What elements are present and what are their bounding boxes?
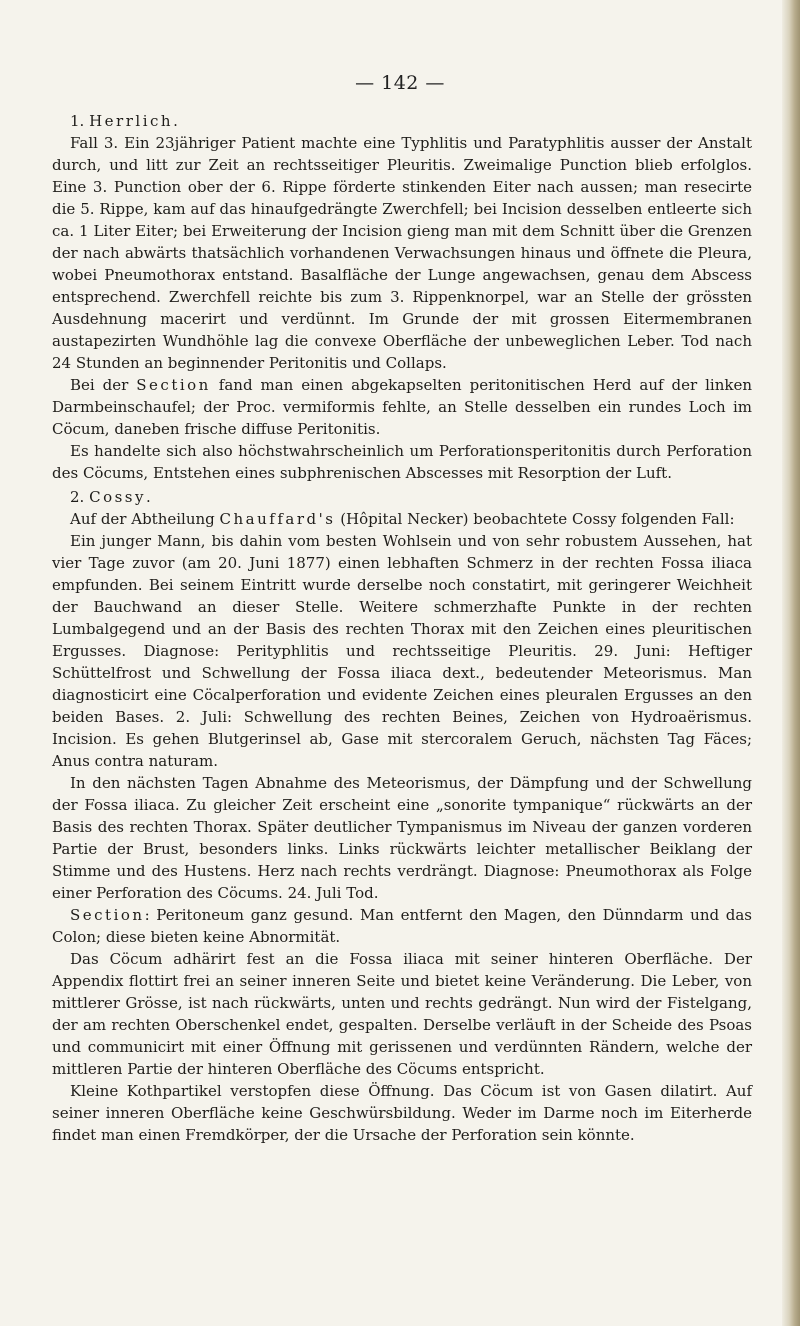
paragraph: Kleine Kothpartikel verstopfen diese Öffnung. Das Cöcum ist von Gasen dilatirt. Auf seiner inneren Oberfläche keine Geschwürsbildung. Weder im Darme noch im Eiterherde findet man einen Fremdkörper, der die Ursache der Perforation sein könnte. <box>52 1082 752 1144</box>
paragraph: Bei der Section fand man einen abgekapselten peritonitischen Herd auf der linken Darmbeinschaufel; der Proc. vermiformis fehlte, an Stelle desselben ein rundes Loch im Cöcum, daneben frische diffuse Peritonitis. <box>52 376 752 438</box>
case-heading-1: 1. Herrlich. <box>70 112 178 130</box>
paragraph: Section: Peritoneum ganz gesund. Man entfernt den Magen, den Dünndarm und das Colon; diese bieten keine Abnormität. <box>52 906 752 946</box>
case-heading-2: 2. Cossy. <box>70 488 151 506</box>
page-number: — 142 — <box>355 72 445 94</box>
paragraph: In den nächsten Tagen Abnahme des Meteorismus, der Dämpfung und der Schwellung der Fossa iliaca. Zu gleicher Zeit erscheint eine „sonorite tympanique“ rückwärts an der Basis des rechten Thorax. Später deutlicher Tympanismus im Niveau der ganzen vorderen Partie der Brust, besonders links. Links rückwärts leichter metallischer Beiklang der Stimme und des Hustens. Herz nach rechts verdrängt. Diagnose: Pneumothorax als Folge einer Perforation des Cöcums. 24. Juli Tod. <box>52 774 752 902</box>
paragraph: Auf der Abtheilung Chauffard's (Hôpital Necker) beobachtete Cossy folgenden Fall: <box>70 510 735 528</box>
page-edge-shadow <box>782 0 800 1326</box>
paragraph: Fall 3. Ein 23jähriger Patient machte eine Typhlitis und Paratyphlitis ausser der Anstalt durch, und litt zur Zeit an rechtsseitiger Pleuritis. Zweimalige Punction blieb erfolglos. Eine 3. Punction ober der 6. Rippe förderte stinkenden Eiter nach aussen; man resecirte die 5. Rippe, kam auf das hinaufgedrängte Zwerchfell; bei Incision desselben entleerte sich ca. 1 Liter Eiter; bei Erweiterung der Incision gieng man mit dem Schnitt über die Grenzen der nach abwärts thatsächlich vorhandenen Verwachsungen hinaus und öffnete die Pleura, wobei Pneumothorax entstand. Basalfläche der Lunge angewachsen, genau dem Abscess entsprechend. Zwerchfell reichte bis zum 3. Rippenknorpel, war an Stelle der grössten Ausdehnung macerirt und verdünnt. Im Grunde der mit grossen Eitermembranen austapezirten Wundhöhle lag die convexe Oberfläche der unbeweglichen Leber. Tod nach 24 Stunden an beginnender Peritonitis und Collaps. <box>52 134 752 372</box>
paragraph: Ein junger Mann, bis dahin vom besten Wohlsein und von sehr robustem Aussehen, hat vier Tage zuvor (am 20. Juni 1877) einen lebhaften Schmerz in der rechten Fossa iliaca empfunden. Bei seinem Eintritt wurde derselbe noch constatirt, mit geringerer Weichheit der Bauchwand an dieser Stelle. Weitere schmerzhafte Punkte in der rechten Lumbalgegend und an der Basis des rechten Thorax mit den Zeichen eines pleuritischen Ergusses. Diagnose: Perityphlitis und rechtsseitige Pleuritis. 29. Juni: Heftiger Schüttelfrost und Schwellung der Fossa iliaca dext., bedeutender Meteorismus. Man diagnosticirt eine Cöcalperforation und evidente Zeichen eines pleuralen Ergusses an den beiden Bases. 2. Juli: Schwellung des rechten Beines, Zeichen von Hydroaërismus. Incision. Es gehen Blutgerinsel ab, Gase mit stercoralem Geruch, nächsten Tag Fäces; Anus contra naturam. <box>52 532 752 770</box>
paragraph: Das Cöcum adhärirt fest an die Fossa iliaca mit seiner hinteren Oberfläche. Der Appendix flottirt frei an seiner inneren Seite und bietet keine Veränderung. Die Leber, von mittlerer Grösse, ist nach rückwärts, unten und rechts gedrängt. Nun wird der Fistelgang, der am rechten Oberschenkel endet, gespalten. Derselbe verläuft in der Scheide des Psoas und communicirt mit einer Öffnung mit gerissenen und verdünnten Rändern, welche der mittleren Partie der hinteren Oberfläche des Cöcums entspricht. <box>52 950 752 1078</box>
paragraph: Es handelte sich also höchstwahrscheinlich um Perforationsperitonitis durch Perforation des Cöcums, Entstehen eines subphrenischen Abscesses mit Resorption der Luft. <box>52 442 752 482</box>
body-text <box>52 108 752 1146</box>
